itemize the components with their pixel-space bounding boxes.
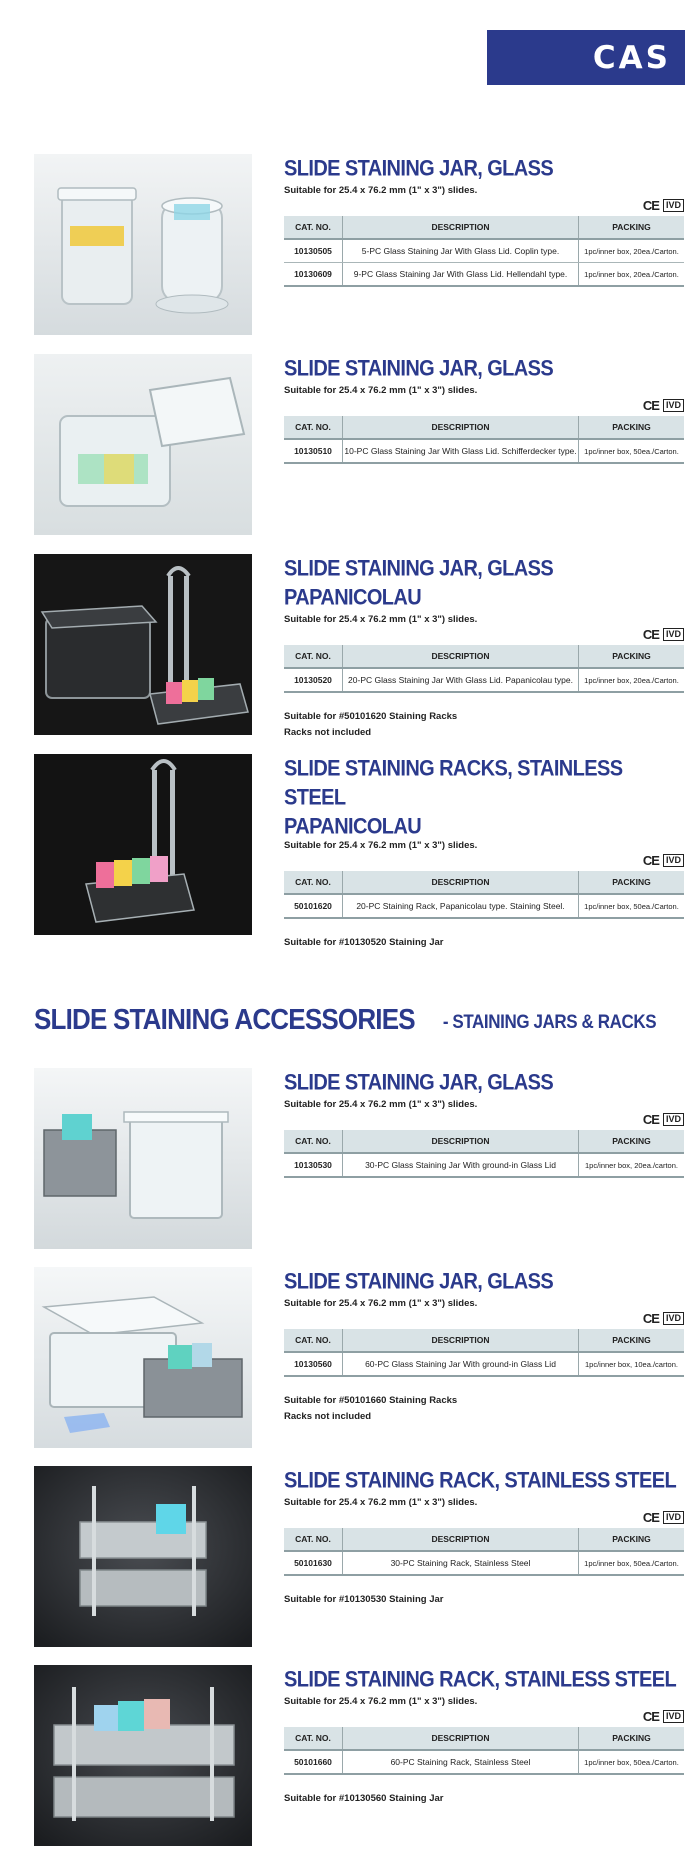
- product-title: [284, 554, 684, 612]
- ivd-mark-icon: IVD: [663, 399, 684, 412]
- ce-mark-icon: CE: [642, 626, 659, 642]
- packing: 1pc/inner box, 50ea./Carton.: [579, 894, 685, 918]
- note-line2: Racks not included: [284, 727, 372, 738]
- header-packing: PACKING: [579, 216, 685, 239]
- certification-marks: [284, 1709, 684, 1723]
- product-info: [284, 154, 684, 287]
- ivd-mark-icon: IVD: [663, 1113, 684, 1126]
- product-note: [284, 709, 684, 741]
- packing: 1pc/inner box, 20ea./Carton.: [579, 668, 685, 692]
- section-header: [34, 1002, 674, 1036]
- ce-mark-icon: CE: [642, 1708, 659, 1724]
- product-title: SLIDE STAINING JAR, GLASS: [284, 156, 554, 181]
- description: 10-PC Glass Staining Jar With Glass Lid. Schifferdecker type.: [343, 439, 579, 463]
- cat-no: 50101660: [284, 1750, 343, 1774]
- product-title-line2: PAPANICOLAU: [284, 585, 422, 610]
- ce-mark-icon: CE: [642, 397, 659, 413]
- product-photo-papanicolau-rack: [34, 754, 252, 935]
- product-note: [284, 1791, 684, 1807]
- header-cat-no: CAT. NO.: [284, 216, 343, 239]
- product-note: [284, 935, 684, 951]
- packing: 1pc/inner box, 20ea./Carton.: [579, 239, 685, 263]
- suitable-text: Suitable for 25.4 x 76.2 mm (1" x 3") slides.: [284, 1696, 478, 1707]
- catalog-table: [284, 1130, 684, 1178]
- certification-marks: [284, 1112, 684, 1126]
- table-row: [284, 239, 684, 263]
- section-subtitle: - STAINING JARS & RACKS: [442, 1011, 657, 1033]
- product-title-line1: SLIDE STAINING JAR, GLASS: [284, 556, 554, 581]
- ce-mark-icon: CE: [642, 197, 659, 213]
- ivd-mark-icon: IVD: [663, 199, 684, 212]
- product-title: SLIDE STAINING JAR, GLASS: [284, 1070, 554, 1095]
- brand-label: CAS: [592, 39, 671, 76]
- certification-marks: [284, 853, 684, 867]
- packing: 1pc/inner box, 20ea./Carton.: [579, 263, 685, 287]
- table-row: [284, 1750, 684, 1774]
- catalog-table: [284, 1329, 684, 1377]
- header-description: DESCRIPTION: [343, 1130, 579, 1153]
- product-title-line1: SLIDE STAINING RACKS, STAINLESS STEEL: [284, 756, 623, 810]
- product-photo-coplin-jar: [34, 154, 252, 335]
- table-row: [284, 1153, 684, 1177]
- ivd-mark-icon: IVD: [663, 1312, 684, 1325]
- header-cat-no: CAT. NO.: [284, 416, 343, 439]
- suitable-text: Suitable for 25.4 x 76.2 mm (1" x 3") slides.: [284, 1497, 478, 1508]
- table-row: [284, 1551, 684, 1575]
- catalog-table: [284, 1528, 684, 1576]
- header-description: DESCRIPTION: [343, 1528, 579, 1551]
- product-info: [284, 1267, 684, 1425]
- description: 60-PC Staining Rack, Stainless Steel: [343, 1750, 579, 1774]
- cat-no: 10130510: [284, 439, 343, 463]
- ivd-mark-icon: IVD: [663, 628, 684, 641]
- ce-mark-icon: CE: [642, 1509, 659, 1525]
- header-description: DESCRIPTION: [343, 645, 579, 668]
- cat-no: 10130530: [284, 1153, 343, 1177]
- product-photo-papanicolau-jar: [34, 554, 252, 735]
- ce-mark-icon: CE: [642, 852, 659, 868]
- product-info: [284, 754, 684, 951]
- certification-marks: [284, 198, 684, 212]
- certification-marks: [284, 1510, 684, 1524]
- ce-mark-icon: CE: [642, 1310, 659, 1326]
- description: 20-PC Staining Rack, Papanicolau type. Staining Steel.: [343, 894, 579, 918]
- note-line2: Racks not included: [284, 1411, 372, 1422]
- product-photo-30pc-jar: [34, 1068, 252, 1249]
- header-packing: PACKING: [579, 1329, 685, 1352]
- header-packing: PACKING: [579, 416, 685, 439]
- catalog-table: [284, 216, 684, 287]
- product-note: [284, 1393, 684, 1425]
- header-description: DESCRIPTION: [343, 1727, 579, 1750]
- catalog-table: [284, 871, 684, 919]
- table-row: [284, 668, 684, 692]
- product-info: [284, 554, 684, 741]
- certification-marks: [284, 1311, 684, 1325]
- ce-mark-icon: CE: [642, 1111, 659, 1127]
- product-title: SLIDE STAINING RACK, STAINLESS STEEL: [284, 1468, 677, 1493]
- description: 9-PC Glass Staining Jar With Glass Lid. Hellendahl type.: [343, 263, 579, 287]
- header-packing: PACKING: [579, 1528, 685, 1551]
- description: 30-PC Glass Staining Jar With ground-in Glass Lid: [343, 1153, 579, 1177]
- packing: 1pc/inner box, 50ea./Carton.: [579, 1750, 685, 1774]
- description: 30-PC Staining Rack, Stainless Steel: [343, 1551, 579, 1575]
- product-photo-schifferdecker-jar: [34, 354, 252, 535]
- header-packing: PACKING: [579, 871, 685, 894]
- product-title: [284, 754, 684, 841]
- product-note: [284, 1592, 684, 1608]
- packing: 1pc/inner box, 50ea./Carton.: [579, 1551, 685, 1575]
- table-row: [284, 263, 684, 287]
- header-description: DESCRIPTION: [343, 871, 579, 894]
- product-photo-60pc-rack: [34, 1665, 252, 1846]
- section-title: SLIDE STAINING ACCESSORIES: [34, 1002, 415, 1036]
- header-packing: PACKING: [579, 1727, 685, 1750]
- suitable-text: Suitable for 25.4 x 76.2 mm (1" x 3") slides.: [284, 1099, 478, 1110]
- product-info: [284, 354, 684, 464]
- table-row: [284, 1352, 684, 1376]
- ivd-mark-icon: IVD: [663, 1710, 684, 1723]
- note-line1: Suitable for #10130520 Staining Jar: [284, 937, 444, 948]
- header-packing: PACKING: [579, 645, 685, 668]
- description: 60-PC Glass Staining Jar With ground-in Glass Lid: [343, 1352, 579, 1376]
- cat-no: 10130505: [284, 239, 343, 263]
- header-cat-no: CAT. NO.: [284, 871, 343, 894]
- product-photo-60pc-jar: [34, 1267, 252, 1448]
- suitable-text: Suitable for 25.4 x 76.2 mm (1" x 3") slides.: [284, 1298, 478, 1309]
- header-description: DESCRIPTION: [343, 1329, 579, 1352]
- packing: 1pc/inner box, 50ea./Carton.: [579, 439, 685, 463]
- brand-banner: [487, 30, 685, 85]
- header-description: DESCRIPTION: [343, 416, 579, 439]
- product-title: SLIDE STAINING RACK, STAINLESS STEEL: [284, 1667, 677, 1692]
- cat-no: 10130520: [284, 668, 343, 692]
- note-line1: Suitable for #10130530 Staining Jar: [284, 1594, 444, 1605]
- product-photo-30pc-rack: [34, 1466, 252, 1647]
- header-description: DESCRIPTION: [343, 216, 579, 239]
- cat-no: 50101630: [284, 1551, 343, 1575]
- description: 20-PC Glass Staining Jar With Glass Lid. Papanicolau type.: [343, 668, 579, 692]
- catalog-table: [284, 1727, 684, 1775]
- header-cat-no: CAT. NO.: [284, 1727, 343, 1750]
- table-row: [284, 439, 684, 463]
- product-info: [284, 1665, 684, 1807]
- packing: 1pc/inner box, 10ea./carton.: [579, 1352, 685, 1376]
- catalog-table: [284, 416, 684, 464]
- certification-marks: [284, 398, 684, 412]
- header-cat-no: CAT. NO.: [284, 1130, 343, 1153]
- note-line1: Suitable for #10130560 Staining Jar: [284, 1793, 444, 1804]
- product-info: [284, 1466, 684, 1608]
- suitable-text: Suitable for 25.4 x 76.2 mm (1" x 3") slides.: [284, 840, 478, 851]
- table-row: [284, 894, 684, 918]
- header-cat-no: CAT. NO.: [284, 1329, 343, 1352]
- note-line1: Suitable for #50101660 Staining Racks: [284, 1395, 458, 1406]
- catalog-table: [284, 645, 684, 693]
- product-title-line2: PAPANICOLAU: [284, 814, 422, 840]
- header-cat-no: CAT. NO.: [284, 645, 343, 668]
- packing: 1pc/inner box, 20ea./carton.: [579, 1153, 685, 1177]
- cat-no: 10130609: [284, 263, 343, 287]
- product-title: SLIDE STAINING JAR, GLASS: [284, 1269, 554, 1294]
- cat-no: 50101620: [284, 894, 343, 918]
- suitable-text: Suitable for 25.4 x 76.2 mm (1" x 3") slides.: [284, 185, 478, 196]
- header-cat-no: CAT. NO.: [284, 1528, 343, 1551]
- description: 5-PC Glass Staining Jar With Glass Lid. Coplin type.: [343, 239, 579, 263]
- cat-no: 10130560: [284, 1352, 343, 1376]
- product-title: SLIDE STAINING JAR, GLASS: [284, 356, 554, 381]
- product-info: [284, 1068, 684, 1178]
- certification-marks: [284, 627, 684, 641]
- suitable-text: Suitable for 25.4 x 76.2 mm (1" x 3") slides.: [284, 614, 478, 625]
- header-packing: PACKING: [579, 1130, 685, 1153]
- ivd-mark-icon: IVD: [663, 854, 684, 867]
- note-line1: Suitable for #50101620 Staining Racks: [284, 711, 458, 722]
- suitable-text: Suitable for 25.4 x 76.2 mm (1" x 3") slides.: [284, 385, 478, 396]
- ivd-mark-icon: IVD: [663, 1511, 684, 1524]
